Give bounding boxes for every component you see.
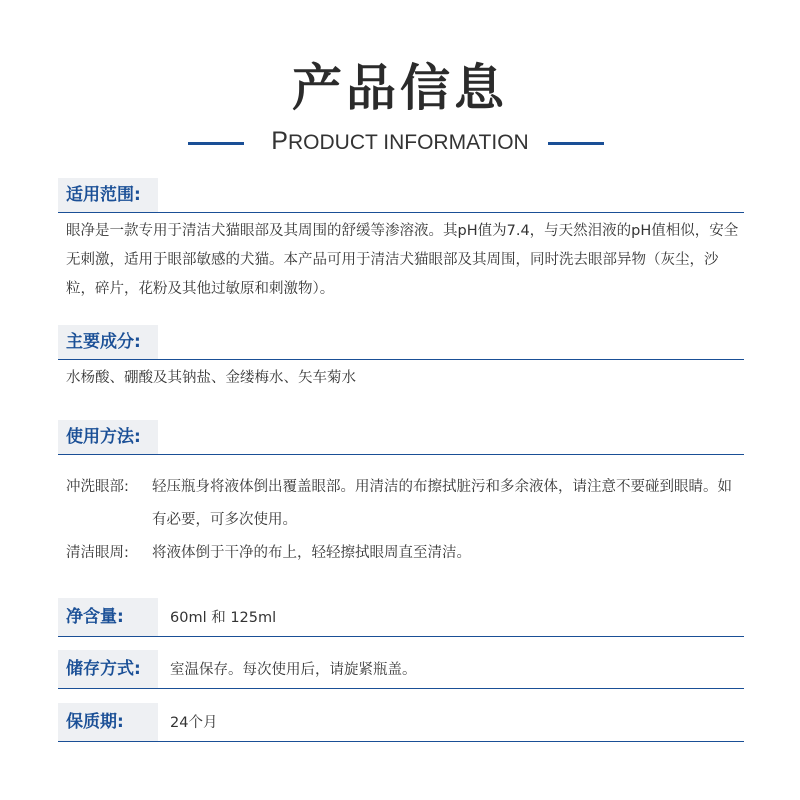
storage-value: 室温保存。每次使用后，请旋紧瓶盖。 — [170, 662, 417, 678]
ingredients-text: 水杨酸、硼酸及其钠盐、金缕梅水、矢车菊水 — [66, 370, 356, 386]
usage-item-key: 冲洗眼部: — [66, 479, 129, 495]
section-shelf-life — [58, 703, 744, 742]
section-label: 保质期: — [66, 712, 124, 732]
subtitle-divider-left — [188, 142, 244, 145]
section-ingredients — [58, 325, 744, 393]
section-header — [58, 325, 744, 360]
section-storage — [58, 650, 744, 689]
section-net-content — [58, 598, 744, 637]
section-header — [58, 420, 744, 455]
usage-item-clean — [66, 537, 744, 570]
section-scope — [58, 178, 744, 304]
usage-item-key: 清洁眼周: — [66, 545, 129, 561]
usage-list — [58, 455, 744, 570]
shelf-life-value: 24个月 — [170, 715, 218, 731]
net-content-value: 60ml 和 125ml — [170, 610, 277, 626]
subtitle-initial: P — [271, 127, 288, 155]
subtitle-divider-right — [548, 142, 604, 145]
section-label: 净含量: — [66, 607, 124, 627]
section-label: 储存方式: — [66, 659, 141, 679]
usage-item-text: 轻压瓶身将液体倒出覆盖眼部。用清洁的布擦拭脏污和多余液体，请注意不要碰到眼睛。如有必要，可多次使用。 — [152, 479, 732, 528]
scope-text: 眼净是一款专用于清洁犬猫眼部及其周围的舒缓等渗溶液。其pH值为7.4，与天然泪液的pH值相似，安全无刺激，适用于眼部敏感的犬猫。本产品可用于清洁犬猫眼部及其周围，同时洗去眼部异物（灰尘，沙粒，碎片，花粉及其他过敏原和刺激物）。 — [66, 223, 739, 297]
usage-item-rinse — [66, 471, 744, 537]
section-label: 适用范围: — [66, 185, 141, 205]
subtitle-row — [0, 126, 800, 156]
usage-item-text: 将液体倒于干净的布上，轻轻擦拭眼周直至清洁。 — [152, 545, 471, 561]
page-subtitle — [250, 126, 550, 158]
section-label: 主要成分: — [66, 332, 141, 352]
section-label: 使用方法: — [66, 427, 141, 447]
subtitle-rest: RODUCT INFORMATION — [287, 131, 529, 154]
page-title: 产品信息 — [292, 59, 508, 117]
section-usage — [58, 420, 744, 570]
section-header — [58, 178, 744, 213]
